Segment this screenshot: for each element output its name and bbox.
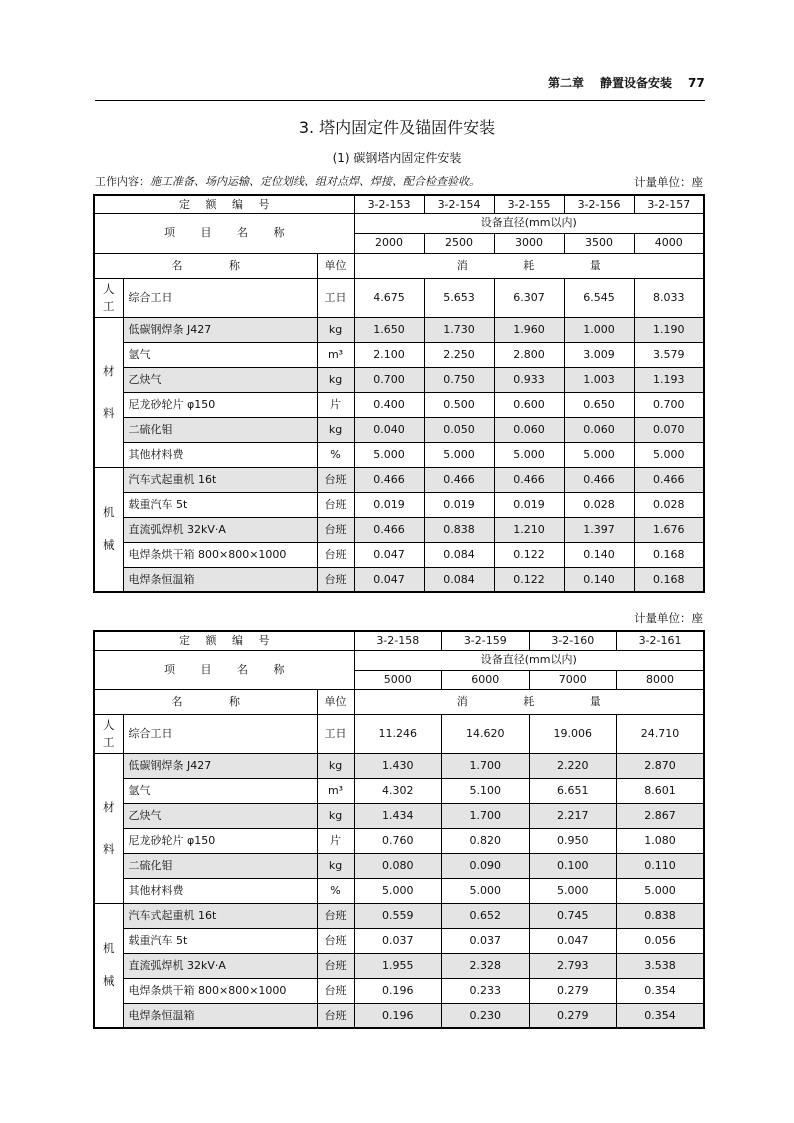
item-name: 尼龙砂轮片 φ150 (123, 828, 317, 853)
item-value: 1.080 (617, 828, 705, 853)
item-value: 3.009 (564, 342, 634, 367)
quota-code: 3-2-161 (617, 631, 705, 650)
name-col-header: 名 称 (94, 253, 317, 278)
item-value: 0.084 (424, 567, 494, 592)
item-value: 0.040 (354, 417, 424, 442)
item-value: 11.246 (354, 714, 442, 753)
item-value: 1.700 (442, 803, 530, 828)
item-value: 1.003 (564, 367, 634, 392)
item-value: 1.955 (354, 953, 442, 978)
measurement-unit-note: 计量单位：座 (634, 611, 703, 625)
item-value: 0.080 (354, 853, 442, 878)
item-value: 1.430 (354, 753, 442, 778)
item-value: 5.653 (424, 278, 494, 317)
item-value: 0.354 (617, 1003, 705, 1028)
item-value: 1.397 (564, 517, 634, 542)
diameter-value: 5000 (354, 670, 442, 689)
work-content-label: 工作内容： (95, 175, 150, 188)
item-value: 2.220 (529, 753, 617, 778)
item-value: 0.168 (634, 542, 704, 567)
item-value: 0.050 (424, 417, 494, 442)
item-value: 0.047 (529, 928, 617, 953)
item-value: 8.601 (617, 778, 705, 803)
table-row (94, 1003, 704, 1028)
item-value: 19.006 (529, 714, 617, 753)
quota-code: 3-2-155 (494, 195, 564, 213)
table-row (94, 567, 704, 592)
item-value: 5.000 (354, 442, 424, 467)
item-value: 0.196 (354, 978, 442, 1003)
table-row (94, 417, 704, 442)
item-unit: kg (317, 803, 354, 828)
diameter-value: 4000 (634, 233, 704, 253)
item-unit: kg (317, 417, 354, 442)
item-value: 0.750 (424, 367, 494, 392)
item-value: 3.538 (617, 953, 705, 978)
item-value: 2.100 (354, 342, 424, 367)
quota-code: 3-2-153 (354, 195, 424, 213)
item-value: 0.600 (494, 392, 564, 417)
table-row (94, 392, 704, 417)
item-name: 氩气 (123, 342, 317, 367)
item-value: 0.233 (442, 978, 530, 1003)
item-name: 汽车式起重机 16t (123, 467, 317, 492)
category-label: 机械 (103, 505, 115, 553)
quota-code: 3-2-159 (442, 631, 530, 650)
item-value: 0.838 (424, 517, 494, 542)
item-value: 0.950 (529, 828, 617, 853)
item-name: 其他材料费 (123, 442, 317, 467)
item-unit: 片 (317, 828, 354, 853)
item-value: 0.037 (442, 928, 530, 953)
item-name: 综合工日 (123, 278, 317, 317)
item-unit: % (317, 442, 354, 467)
item-name: 尼龙砂轮片 φ150 (123, 392, 317, 417)
table-row (94, 467, 704, 492)
table-row (94, 542, 704, 567)
item-name: 汽车式起重机 16t (123, 903, 317, 928)
unit-col-header: 单位 (317, 689, 354, 714)
item-unit: 工日 (317, 278, 354, 317)
item-value: 2.217 (529, 803, 617, 828)
item-value: 1.730 (424, 317, 494, 342)
item-value: 0.028 (634, 492, 704, 517)
item-value: 0.019 (494, 492, 564, 517)
diameter-value: 2500 (424, 233, 494, 253)
table-row (94, 753, 704, 778)
quota-no-label: 定 额 编 号 (94, 631, 354, 650)
category-label: 人工 (103, 717, 115, 749)
item-unit: kg (317, 367, 354, 392)
item-value: 0.400 (354, 392, 424, 417)
item-value: 5.000 (442, 878, 530, 903)
diameter-value: 8000 (617, 670, 705, 689)
item-value: 0.019 (424, 492, 494, 517)
item-unit: 台班 (317, 492, 354, 517)
item-value: 0.652 (442, 903, 530, 928)
item-value: 0.466 (354, 517, 424, 542)
table-row (94, 492, 704, 517)
item-value: 5.000 (529, 878, 617, 903)
item-value: 1.650 (354, 317, 424, 342)
item-value: 0.354 (617, 978, 705, 1003)
item-value: 6.651 (529, 778, 617, 803)
item-value: 0.820 (442, 828, 530, 853)
item-name: 载重汽车 5t (123, 492, 317, 517)
table-row (94, 853, 704, 878)
item-value: 5.000 (354, 878, 442, 903)
item-value: 0.084 (424, 542, 494, 567)
item-value: 0.060 (564, 417, 634, 442)
consumption-header: 消 耗 量 (354, 689, 704, 714)
table-row (94, 367, 704, 392)
item-value: 0.760 (354, 828, 442, 853)
item-value: 0.700 (354, 367, 424, 392)
diameter-value: 2000 (354, 233, 424, 253)
item-value: 3.579 (634, 342, 704, 367)
item-value: 0.279 (529, 978, 617, 1003)
item-unit: % (317, 878, 354, 903)
item-value: 5.000 (634, 442, 704, 467)
work-content (95, 175, 480, 189)
item-value: 0.838 (617, 903, 705, 928)
category-labor (94, 714, 123, 753)
item-value: 2.793 (529, 953, 617, 978)
table-row (94, 517, 704, 542)
item-name: 低碳钢焊条 J427 (123, 317, 317, 342)
diameter-label: 设备直径(mm以内) (354, 213, 704, 233)
item-unit: 台班 (317, 978, 354, 1003)
item-value: 0.559 (354, 903, 442, 928)
table-row (94, 953, 704, 978)
diameter-value: 3000 (494, 233, 564, 253)
item-value: 0.122 (494, 542, 564, 567)
item-value: 1.434 (354, 803, 442, 828)
category-material (94, 317, 123, 467)
item-value: 0.196 (354, 1003, 442, 1028)
item-value: 0.047 (354, 542, 424, 567)
category-label: 材料 (103, 800, 115, 856)
item-name: 电焊条烘干箱 800×800×1000 (123, 542, 317, 567)
item-value: 0.019 (354, 492, 424, 517)
quota-code-row (94, 195, 704, 213)
item-value: 0.466 (564, 467, 634, 492)
table-row (94, 778, 704, 803)
item-value: 0.100 (529, 853, 617, 878)
table-row (94, 878, 704, 903)
item-value: 4.675 (354, 278, 424, 317)
item-value: 0.140 (564, 567, 634, 592)
item-name: 电焊条恒温箱 (123, 1003, 317, 1028)
item-unit: kg (317, 317, 354, 342)
item-name: 直流弧焊机 32kV·A (123, 953, 317, 978)
diameter-label-row (94, 650, 704, 670)
category-machine (94, 903, 123, 1028)
category-label: 机械 (103, 941, 115, 989)
table-row (94, 317, 704, 342)
category-label: 人工 (103, 281, 115, 313)
item-value: 2.870 (617, 753, 705, 778)
item-unit: 台班 (317, 567, 354, 592)
category-material (94, 753, 123, 903)
item-value: 0.466 (494, 467, 564, 492)
item-unit: 台班 (317, 953, 354, 978)
item-name: 二硫化钼 (123, 853, 317, 878)
item-value: 0.279 (529, 1003, 617, 1028)
table-row (94, 803, 704, 828)
table-row (94, 903, 704, 928)
item-name: 其他材料费 (123, 878, 317, 903)
item-value: 5.100 (442, 778, 530, 803)
column-header-row (94, 253, 704, 278)
section-label: 静置设备安装 (600, 76, 673, 90)
item-value: 2.328 (442, 953, 530, 978)
item-value: 0.122 (494, 567, 564, 592)
item-value: 0.140 (564, 542, 634, 567)
item-unit: 台班 (317, 928, 354, 953)
item-value: 0.060 (494, 417, 564, 442)
item-name: 氩气 (123, 778, 317, 803)
diameter-value: 6000 (442, 670, 530, 689)
item-unit: kg (317, 753, 354, 778)
item-value: 0.500 (424, 392, 494, 417)
item-name: 综合工日 (123, 714, 317, 753)
item-name: 低碳钢焊条 J427 (123, 753, 317, 778)
item-name: 载重汽车 5t (123, 928, 317, 953)
work-content-text: 施工准备、场内运输、定位划线、组对点焊、焊接、配合检查验收。 (150, 175, 480, 188)
item-name: 乙炔气 (123, 803, 317, 828)
item-value: 0.745 (529, 903, 617, 928)
item-value: 5.000 (494, 442, 564, 467)
item-value: 5.000 (424, 442, 494, 467)
category-label: 材料 (103, 364, 115, 420)
item-name: 电焊条烘干箱 800×800×1000 (123, 978, 317, 1003)
item-value: 0.070 (634, 417, 704, 442)
item-value: 1.000 (564, 317, 634, 342)
item-value: 0.466 (634, 467, 704, 492)
item-unit: 台班 (317, 1003, 354, 1028)
diameter-value: 3500 (564, 233, 634, 253)
quota-code: 3-2-160 (529, 631, 617, 650)
quota-code: 3-2-158 (354, 631, 442, 650)
item-value: 2.800 (494, 342, 564, 367)
item-name: 电焊条恒温箱 (123, 567, 317, 592)
item-unit: 台班 (317, 517, 354, 542)
item-value: 0.933 (494, 367, 564, 392)
item-value: 1.190 (634, 317, 704, 342)
item-unit: 台班 (317, 542, 354, 567)
item-name-label: 项 目 名 称 (94, 213, 354, 253)
item-unit: kg (317, 853, 354, 878)
subsection-title: (1) 碳钢塔内固定件安装 (332, 151, 462, 165)
item-value: 0.466 (424, 467, 494, 492)
item-value: 4.302 (354, 778, 442, 803)
item-value: 1.700 (442, 753, 530, 778)
diameter-label-row (94, 213, 704, 233)
item-unit: m³ (317, 342, 354, 367)
table-row (94, 978, 704, 1003)
item-value: 2.250 (424, 342, 494, 367)
quota-code: 3-2-154 (424, 195, 494, 213)
item-name: 二硫化钼 (123, 417, 317, 442)
item-unit: 工日 (317, 714, 354, 753)
item-unit: 台班 (317, 467, 354, 492)
category-machine (94, 467, 123, 592)
item-value: 14.620 (442, 714, 530, 753)
item-unit: 片 (317, 392, 354, 417)
unit-col-header: 单位 (317, 253, 354, 278)
item-value: 5.000 (564, 442, 634, 467)
item-name-label: 项 目 名 称 (94, 650, 354, 689)
table-row (94, 714, 704, 753)
item-value: 8.033 (634, 278, 704, 317)
table-row (94, 278, 704, 317)
item-value: 0.028 (564, 492, 634, 517)
table-row (94, 828, 704, 853)
item-value: 0.047 (354, 567, 424, 592)
diameter-value: 7000 (529, 670, 617, 689)
name-col-header: 名 称 (94, 689, 317, 714)
category-labor (94, 278, 123, 317)
quota-table (93, 194, 705, 593)
consumption-header: 消 耗 量 (354, 253, 704, 278)
item-value: 0.230 (442, 1003, 530, 1028)
item-value: 0.037 (354, 928, 442, 953)
quota-no-label: 定 额 编 号 (94, 195, 354, 213)
item-name: 乙炔气 (123, 367, 317, 392)
item-value: 0.110 (617, 853, 705, 878)
quota-code: 3-2-156 (564, 195, 634, 213)
item-value: 0.650 (564, 392, 634, 417)
item-value: 1.960 (494, 317, 564, 342)
item-unit: 台班 (317, 903, 354, 928)
quota-table (93, 630, 705, 1029)
item-value: 24.710 (617, 714, 705, 753)
item-value: 0.168 (634, 567, 704, 592)
item-value: 0.466 (354, 467, 424, 492)
item-value: 1.676 (634, 517, 704, 542)
table-row (94, 442, 704, 467)
item-value: 6.545 (564, 278, 634, 317)
quota-code-row (94, 631, 704, 650)
item-value: 2.867 (617, 803, 705, 828)
chapter-label: 第二章 (548, 76, 585, 90)
table-row (94, 928, 704, 953)
item-value: 0.700 (634, 392, 704, 417)
section-title: 3. 塔内固定件及锚固件安装 (298, 118, 496, 137)
quota-code: 3-2-157 (634, 195, 704, 213)
item-value: 1.193 (634, 367, 704, 392)
item-value: 6.307 (494, 278, 564, 317)
measurement-unit-note: 计量单位：座 (634, 175, 703, 189)
table-row (94, 342, 704, 367)
header-rule (95, 100, 705, 101)
item-name: 直流弧焊机 32kV·A (123, 517, 317, 542)
item-value: 1.210 (494, 517, 564, 542)
item-value: 5.000 (617, 878, 705, 903)
item-unit: m³ (317, 778, 354, 803)
item-value: 0.056 (617, 928, 705, 953)
diameter-label: 设备直径(mm以内) (354, 650, 704, 670)
page-number: 77 (688, 76, 705, 90)
item-value: 0.090 (442, 853, 530, 878)
column-header-row (94, 689, 704, 714)
